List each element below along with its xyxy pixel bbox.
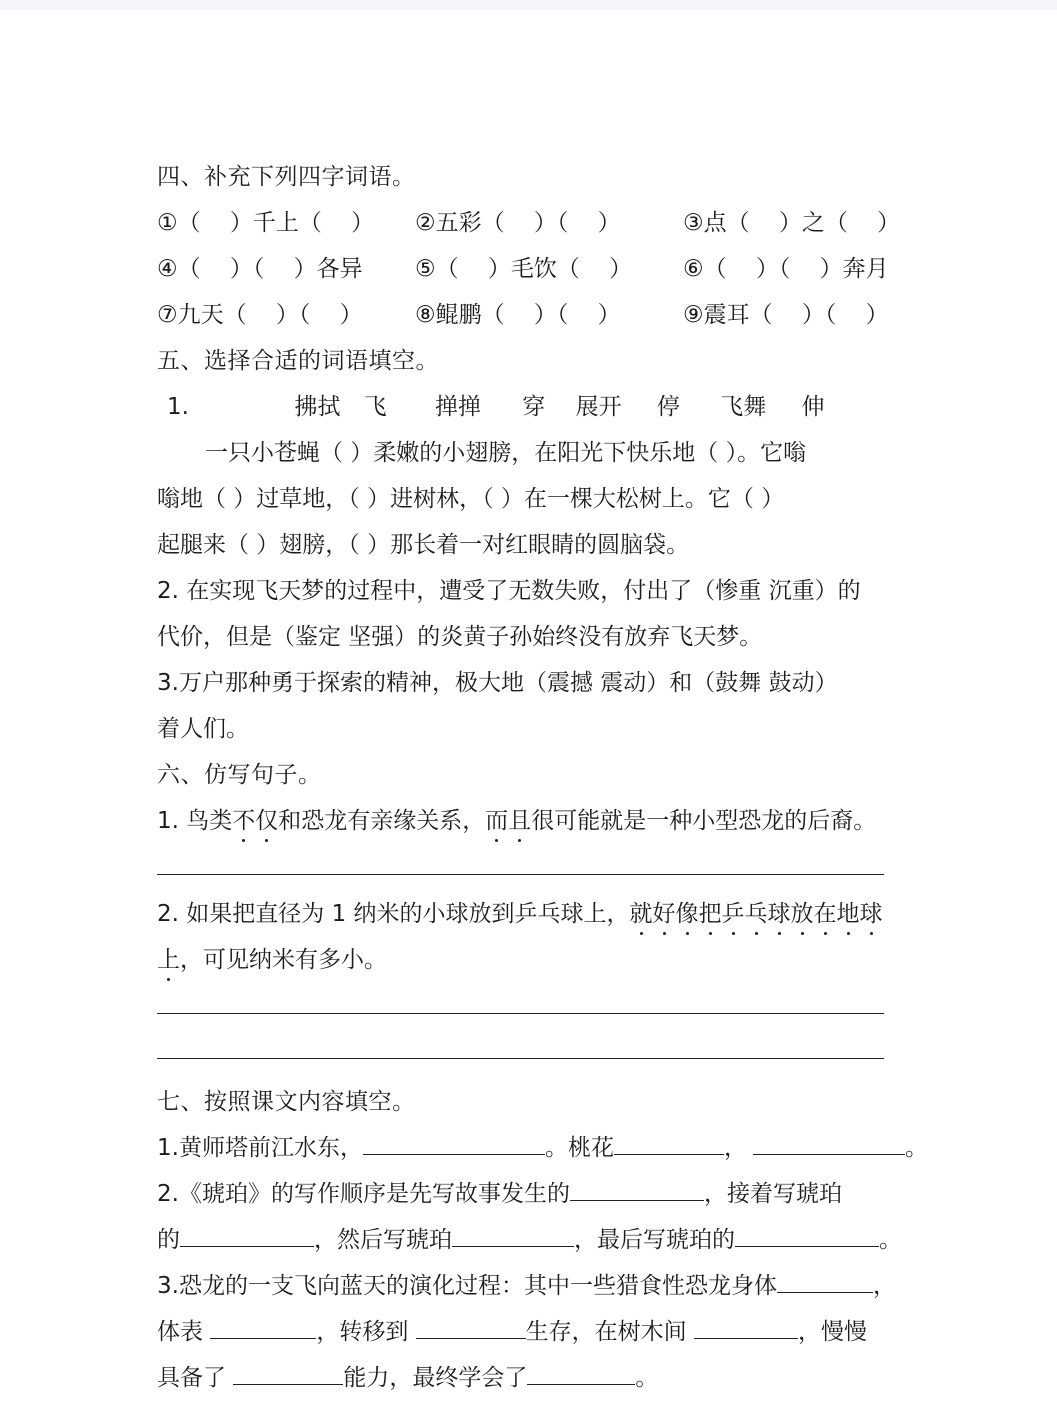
question-text: ， [872,1273,896,1299]
worksheet-page [0,10,1057,1420]
word-option: 伸 [801,394,825,420]
answer-blank[interactable] [180,1226,314,1247]
fill-question-3 [157,1263,922,1309]
idiom-1: ①（ ）千上（ ） [157,210,375,236]
dotted-char: 好 [653,891,676,937]
idiom-row-2 [157,246,922,292]
passage-line: 嗡地（ ）过草地，（ ）进树林，（ ）在一棵大松树上。它（ ） [157,486,785,512]
fill-question-3-cont2 [157,1355,922,1401]
question-line: 代价，但是（鉴定 坚强）的炎黄子孙始终没有放弃飞天梦。 [157,624,763,650]
idiom-3: ③点（ ）之（ ） [683,210,901,236]
word-option: 拂拭 [294,394,341,420]
fill-question-1 [157,1125,928,1171]
word-option: 飞舞 [720,394,767,420]
dotted-char: 不 [232,798,255,844]
question-text: 生存，在树木间 [525,1319,694,1345]
question-text: 1.黄师塔前江水东， [157,1135,363,1161]
passage-line: 一只小苍蝇（ ）柔嫩的小翅膀，在阳光下快乐地（ ）。它嗡 [205,440,807,466]
dotted-char: 乒 [722,891,745,937]
question-text: 3.恐龙的一支飞向蓝天的演化过程：其中一些猎食性恐龙身体 [157,1273,777,1299]
section-4-title: 四、补充下列四字词语。 [157,164,416,190]
dotted-char: 而 [485,798,508,844]
dotted-char: 像 [676,891,699,937]
question-text: ，接着写琥珀 [703,1181,842,1207]
question-line: 3.万户那种勇于探索的精神，极大地（震撼 震动）和（鼓舞 鼓动） [157,670,838,696]
section-5-title: 五、选择合适的词语填空。 [157,348,439,374]
question-text: 2.《琥珀》的写作顺序是先写故事发生的 [157,1181,570,1207]
dotted-char: 在 [814,891,837,937]
idiom-9: ⑨震耳（ ）（ ） [683,302,889,328]
idiom-6: ⑥（ ）（ ）奔月 [683,256,889,282]
dotted-char: 地 [837,891,860,937]
dotted-char: 放 [791,891,814,937]
dotted-char: 把 [699,891,722,937]
word-bank [157,384,922,430]
answer-blank[interactable] [416,1318,526,1339]
section-6-title: 六、仿写句子。 [157,762,322,788]
fill-question-2-cont [157,1217,922,1263]
sentence-text: ，可见纳米有多小。 [180,947,387,973]
question-text: ，慢慢 [797,1319,867,1345]
question-text: 能力，最终学会了 [343,1365,528,1391]
word-option: 掸掸 [434,394,481,420]
question-text: 。 [879,1227,902,1253]
dotted-char: 乓 [745,891,768,937]
idiom-5: ⑤（ ）毛饮（ ） [415,256,633,282]
question-text: 。 [904,1135,928,1161]
idiom-2: ②五彩（ ）（ ） [415,210,621,236]
dotted-char: 球 [768,891,791,937]
dotted-char: 就 [630,891,653,937]
question-text: ， [723,1135,747,1161]
answer-blank[interactable] [363,1134,545,1155]
question-text: 具备了 [157,1365,234,1391]
section-7-title: 七、按照课文内容填空。 [157,1089,416,1115]
worksheet-content [157,154,928,1401]
answer-blank[interactable] [452,1226,574,1247]
question-text: ，最后写琥珀的 [574,1227,735,1253]
answer-blank[interactable] [777,1272,873,1293]
idiom-row-3 [157,292,922,338]
sentence-text: 2. 如果把直径为 1 纳米的小球放到乒乓球上， [157,901,630,927]
sentence-text: 很可能就是一种小型恐龙的后裔。 [531,808,877,834]
idiom-4: ④（ ）（ ）各异 [157,256,363,282]
answer-blank[interactable] [233,1364,343,1385]
question-number: 1. [167,394,189,420]
question-text: 。 [635,1365,659,1391]
dotted-char: 球 [860,891,883,937]
answer-blank[interactable] [210,1318,316,1339]
question-text: ，转移到 [316,1319,416,1345]
answer-blank[interactable] [694,1318,798,1339]
answer-blank[interactable] [753,1134,905,1155]
sentence-text: 1. 鸟类 [157,808,233,834]
word-option: 停 [656,394,680,420]
sentence-text: 和恐龙有亲缘关系， [278,808,486,834]
idiom-8: ⑧鲲鹏（ ）（ ） [415,302,621,328]
idiom-7: ⑦九天（ ）（ ） [157,302,363,328]
fill-question-3-cont [157,1309,922,1355]
answer-blank[interactable] [735,1226,879,1247]
answer-blank[interactable] [570,1180,704,1201]
question-text: ，然后写琥珀 [314,1227,452,1253]
imitation-sentence-2 [157,891,922,937]
question-text: 。桃花 [544,1135,614,1161]
word-option: 展开 [575,394,622,420]
question-line: 着人们。 [157,716,249,742]
dotted-char: 仅 [255,798,278,844]
answer-blank[interactable] [614,1134,724,1155]
imitation-sentence-1 [157,798,922,844]
dotted-char: 且 [508,798,531,844]
passage-line: 起腿来（ ）翅膀，（ ）那长着一对红眼睛的圆脑袋。 [157,532,690,558]
answer-blank[interactable] [527,1364,635,1385]
imitation-sentence-2-cont [157,937,922,983]
fill-question-2 [157,1171,922,1217]
idiom-row-1 [157,200,922,246]
question-text: 的 [157,1227,180,1253]
word-option: 穿 [522,394,546,420]
question-text: 体表 [157,1319,211,1345]
word-option: 飞 [363,394,387,420]
dotted-char: 上 [157,937,180,983]
question-line: 2. 在实现飞天梦的过程中，遭受了无数失败，付出了（惨重 沉重）的 [157,578,861,604]
